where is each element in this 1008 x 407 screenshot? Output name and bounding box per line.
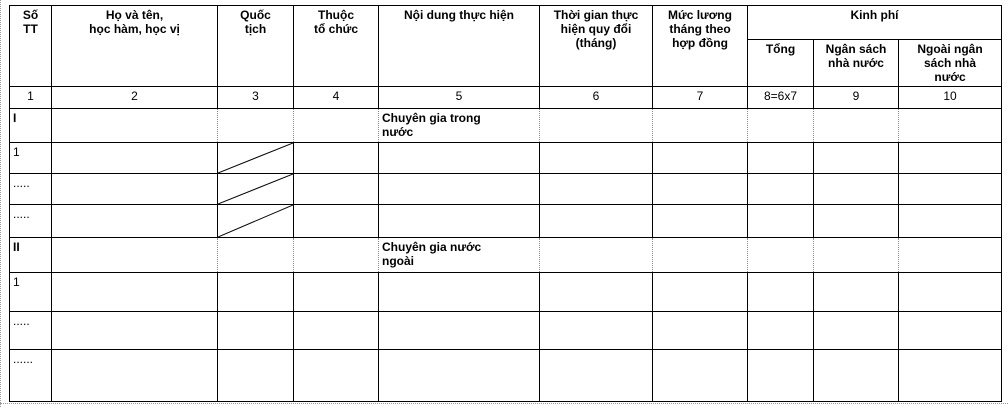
table-cell [748, 273, 814, 312]
table-cell [899, 109, 1002, 143]
table-cell [899, 238, 1002, 273]
table-cell [814, 205, 899, 238]
row-index: ..... [10, 312, 52, 350]
table-cell [294, 174, 379, 205]
page-edge-left [0, 0, 1, 407]
section-title: Chuyên gia trong nước [379, 109, 540, 143]
table-row [10, 312, 1002, 350]
column-number: 3 [218, 87, 294, 109]
nationality-cell-crossed [218, 174, 294, 205]
table-cell [294, 238, 379, 273]
table-cell [379, 205, 540, 238]
diagonal-slash [218, 174, 293, 204]
column-number: 7 [653, 87, 748, 109]
table-row [10, 350, 1002, 402]
section-row-domestic [10, 109, 1002, 143]
table-cell [653, 143, 748, 174]
table-cell [748, 205, 814, 238]
header-content: Nội dung thực hiện [379, 6, 540, 87]
table-cell [218, 238, 294, 273]
table-cell [748, 174, 814, 205]
diagonal-slash [218, 143, 293, 173]
header-non-state-budget: Ngoài ngân sách nhà nước [899, 40, 1002, 87]
table-cell [52, 273, 218, 312]
header-funding: Kinh phí [748, 6, 1002, 40]
table-cell [218, 350, 294, 402]
table-cell [899, 273, 1002, 312]
header-organization: Thuộc tổ chức [294, 6, 379, 87]
header-row-1 [10, 6, 1002, 40]
table-cell [294, 109, 379, 143]
nationality-cell-crossed [218, 143, 294, 174]
row-index: ..... [10, 174, 52, 205]
table-cell [379, 273, 540, 312]
table-cell [653, 350, 748, 402]
table-cell [218, 312, 294, 350]
section-index: II [10, 238, 52, 273]
table-cell [899, 143, 1002, 174]
table-cell [540, 143, 653, 174]
table-cell [52, 350, 218, 402]
table-cell [294, 205, 379, 238]
table-cell [748, 350, 814, 402]
nationality-cell-crossed [218, 205, 294, 238]
table-cell [379, 143, 540, 174]
table-cell [294, 312, 379, 350]
header-total: Tổng [748, 40, 814, 87]
table-row [10, 143, 1002, 174]
table-cell [540, 350, 653, 402]
table-cell [540, 109, 653, 143]
column-number: 1 [10, 87, 52, 109]
row-index: ...... [10, 350, 52, 402]
table-cell [814, 143, 899, 174]
row-index: 1 [10, 273, 52, 312]
table-cell [294, 143, 379, 174]
table-row [10, 273, 1002, 312]
table-cell [748, 312, 814, 350]
table-cell [653, 312, 748, 350]
column-number: 8=6x7 [748, 87, 814, 109]
header-name: Họ và tên, học hàm, học vị [52, 6, 218, 87]
table-cell [814, 174, 899, 205]
table-cell [218, 273, 294, 312]
table-cell [294, 273, 379, 312]
table-cell [899, 205, 1002, 238]
table-cell [899, 174, 1002, 205]
table-cell [294, 350, 379, 402]
table-cell [748, 238, 814, 273]
table-cell [52, 238, 218, 273]
table-cell [52, 174, 218, 205]
column-number-row [10, 87, 1002, 109]
table-cell [653, 205, 748, 238]
table-cell [379, 350, 540, 402]
table-cell [814, 238, 899, 273]
table-cell [814, 350, 899, 402]
header-stt: Số TT [10, 6, 52, 87]
page-edge-bottom [0, 403, 1008, 404]
table-cell [218, 109, 294, 143]
column-number: 2 [52, 87, 218, 109]
table-row [10, 205, 1002, 238]
table-cell [899, 312, 1002, 350]
table-cell [814, 109, 899, 143]
column-number: 5 [379, 87, 540, 109]
table-cell [653, 174, 748, 205]
table-cell [814, 312, 899, 350]
table-cell [540, 238, 653, 273]
table-cell [379, 312, 540, 350]
table-cell [540, 174, 653, 205]
column-number: 6 [540, 87, 653, 109]
row-index: 1 [10, 143, 52, 174]
table-cell [540, 205, 653, 238]
table-cell [814, 273, 899, 312]
table-cell [653, 109, 748, 143]
section-title: Chuyên gia nước ngoài [379, 238, 540, 273]
row-index: ..... [10, 205, 52, 238]
diagonal-slash [218, 205, 293, 237]
header-state-budget: Ngân sách nhà nước [814, 40, 899, 87]
header-nationality: Quốc tịch [218, 6, 294, 87]
table-cell [52, 109, 218, 143]
header-time: Thời gian thực hiện quy đổi (tháng) [540, 6, 653, 87]
header-salary: Mức lương tháng theo hợp đồng [653, 6, 748, 87]
table-cell [653, 273, 748, 312]
table-cell [52, 143, 218, 174]
table-row [10, 174, 1002, 205]
table-cell [540, 273, 653, 312]
table-cell [748, 143, 814, 174]
table-cell [52, 205, 218, 238]
table-cell [748, 109, 814, 143]
table-cell [379, 174, 540, 205]
table-cell [540, 312, 653, 350]
column-number: 9 [814, 87, 899, 109]
expert-budget-table [9, 5, 1002, 402]
table-cell [899, 350, 1002, 402]
column-number: 4 [294, 87, 379, 109]
section-index: I [10, 109, 52, 143]
column-number: 10 [899, 87, 1002, 109]
table-cell [653, 238, 748, 273]
table-cell [52, 312, 218, 350]
section-row-foreign [10, 238, 1002, 273]
